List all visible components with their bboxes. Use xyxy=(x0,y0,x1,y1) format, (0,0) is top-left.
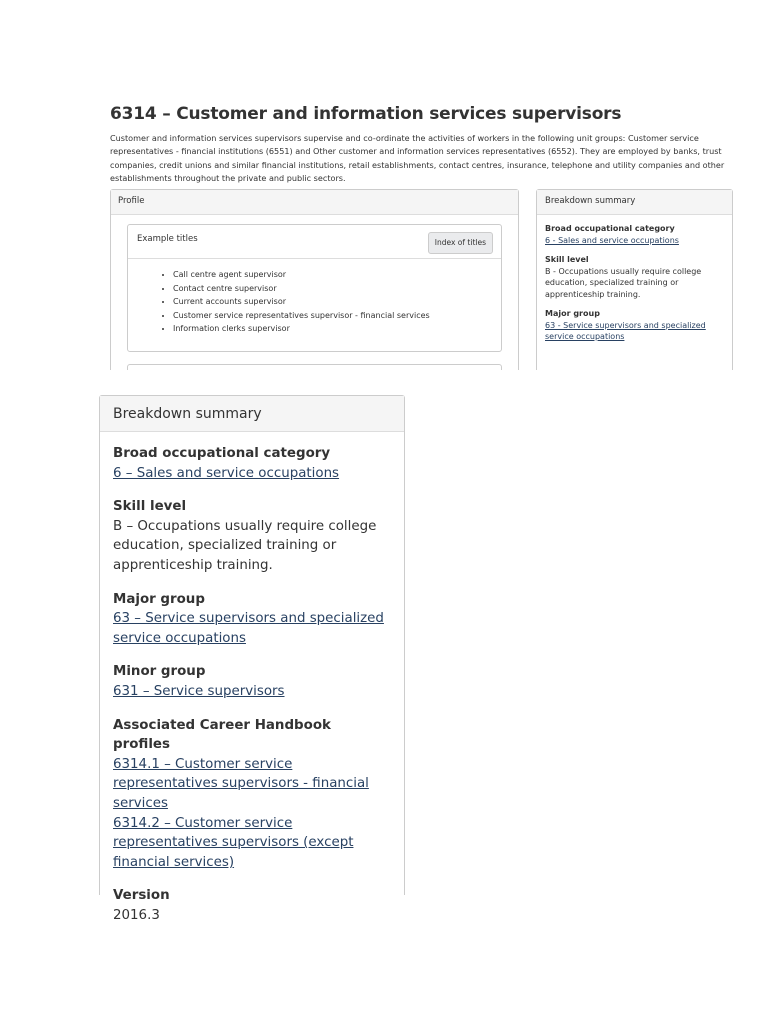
profile-panel xyxy=(110,189,519,370)
broad-category-label: Broad occupational category xyxy=(113,446,331,461)
minor-group-label: Minor group xyxy=(113,664,206,680)
minor-group-section xyxy=(113,662,391,701)
broad-category-section xyxy=(113,444,391,483)
major-group-link[interactable]: 63 – Service supervisors and specialized service occupations xyxy=(113,611,384,646)
handbook-section xyxy=(113,716,391,873)
list-item: • Information clerks supervisor xyxy=(173,322,501,336)
index-of-titles-button[interactable]: Index of titles xyxy=(428,232,493,254)
example-titles-heading: Example titles xyxy=(137,234,198,244)
skill-level-section xyxy=(113,497,391,575)
breakdown-summary-heading: Breakdown summary xyxy=(100,396,404,432)
broad-category-link[interactable]: 6 – Sales and service occupations xyxy=(113,465,340,481)
breakdown-summary-panel xyxy=(99,395,405,923)
example-titles-box xyxy=(127,224,502,352)
version-section xyxy=(113,886,391,925)
list-item: • Contact centre supervisor xyxy=(173,282,501,296)
breakdown-summary-body xyxy=(100,432,404,925)
skill-level-text: B – Occupations usually require college education, specialized training or apprenticeship training. xyxy=(113,518,377,573)
list-item: • Customer service representatives supervisor - financial services xyxy=(173,309,501,323)
intro-paragraph: Customer and information services supervisors supervise and co-ordinate the activities of workers in the following unit groups: Customer service representatives - financial institutions (6551) and Other customer and information services representatives (6552). They are employed by banks, trust companies, credit unions and similar financial institutions, retail establishments, contact centres, insurance, telephone and utility companies and other establishments throughout the private and public sectors. xyxy=(110,133,725,184)
side-skill-text: B - Occupations usually require college education, specialized training or apprenticeship training. xyxy=(545,266,702,299)
side-breakdown-heading: Breakdown summary xyxy=(537,190,732,215)
major-group-label: Major group xyxy=(113,591,205,607)
side-major-label: Major group xyxy=(545,309,600,318)
side-broad-label: Broad occupational category xyxy=(545,224,675,233)
minor-group-link[interactable]: 631 – Service supervisors xyxy=(113,683,285,699)
list-item: • Call centre agent supervisor xyxy=(173,268,501,282)
list-item: • Current accounts supervisor xyxy=(173,295,501,309)
version-label: Version xyxy=(113,888,170,904)
handbook-link-1[interactable]: 6314.1 – Customer service representatives supervisors - financial services xyxy=(113,756,369,811)
side-breakdown-panel xyxy=(536,189,733,370)
handbook-label: Associated Career Handbook profiles xyxy=(113,717,331,753)
secondary-profile-box xyxy=(127,364,502,370)
example-titles-list xyxy=(128,268,501,336)
skill-level-label: Skill level xyxy=(113,499,187,515)
profile-heading: Profile xyxy=(111,190,518,215)
side-breakdown-body xyxy=(537,215,732,343)
page-title: 6314 – Customer and information services supervisors xyxy=(110,104,622,124)
side-broad-link[interactable]: 6 - Sales and service occupations xyxy=(545,235,679,245)
side-skill-label: Skill level xyxy=(545,255,589,264)
major-group-section xyxy=(113,590,391,649)
example-titles-header xyxy=(128,225,501,259)
handbook-link-2[interactable]: 6314.2 – Customer service representatives supervisors (except financial services) xyxy=(113,815,354,870)
top-screenshot xyxy=(110,100,735,370)
version-value: 2016.3 xyxy=(113,907,160,923)
side-major-link[interactable]: 63 - Service supervisors and specialized service occupations xyxy=(545,320,706,341)
